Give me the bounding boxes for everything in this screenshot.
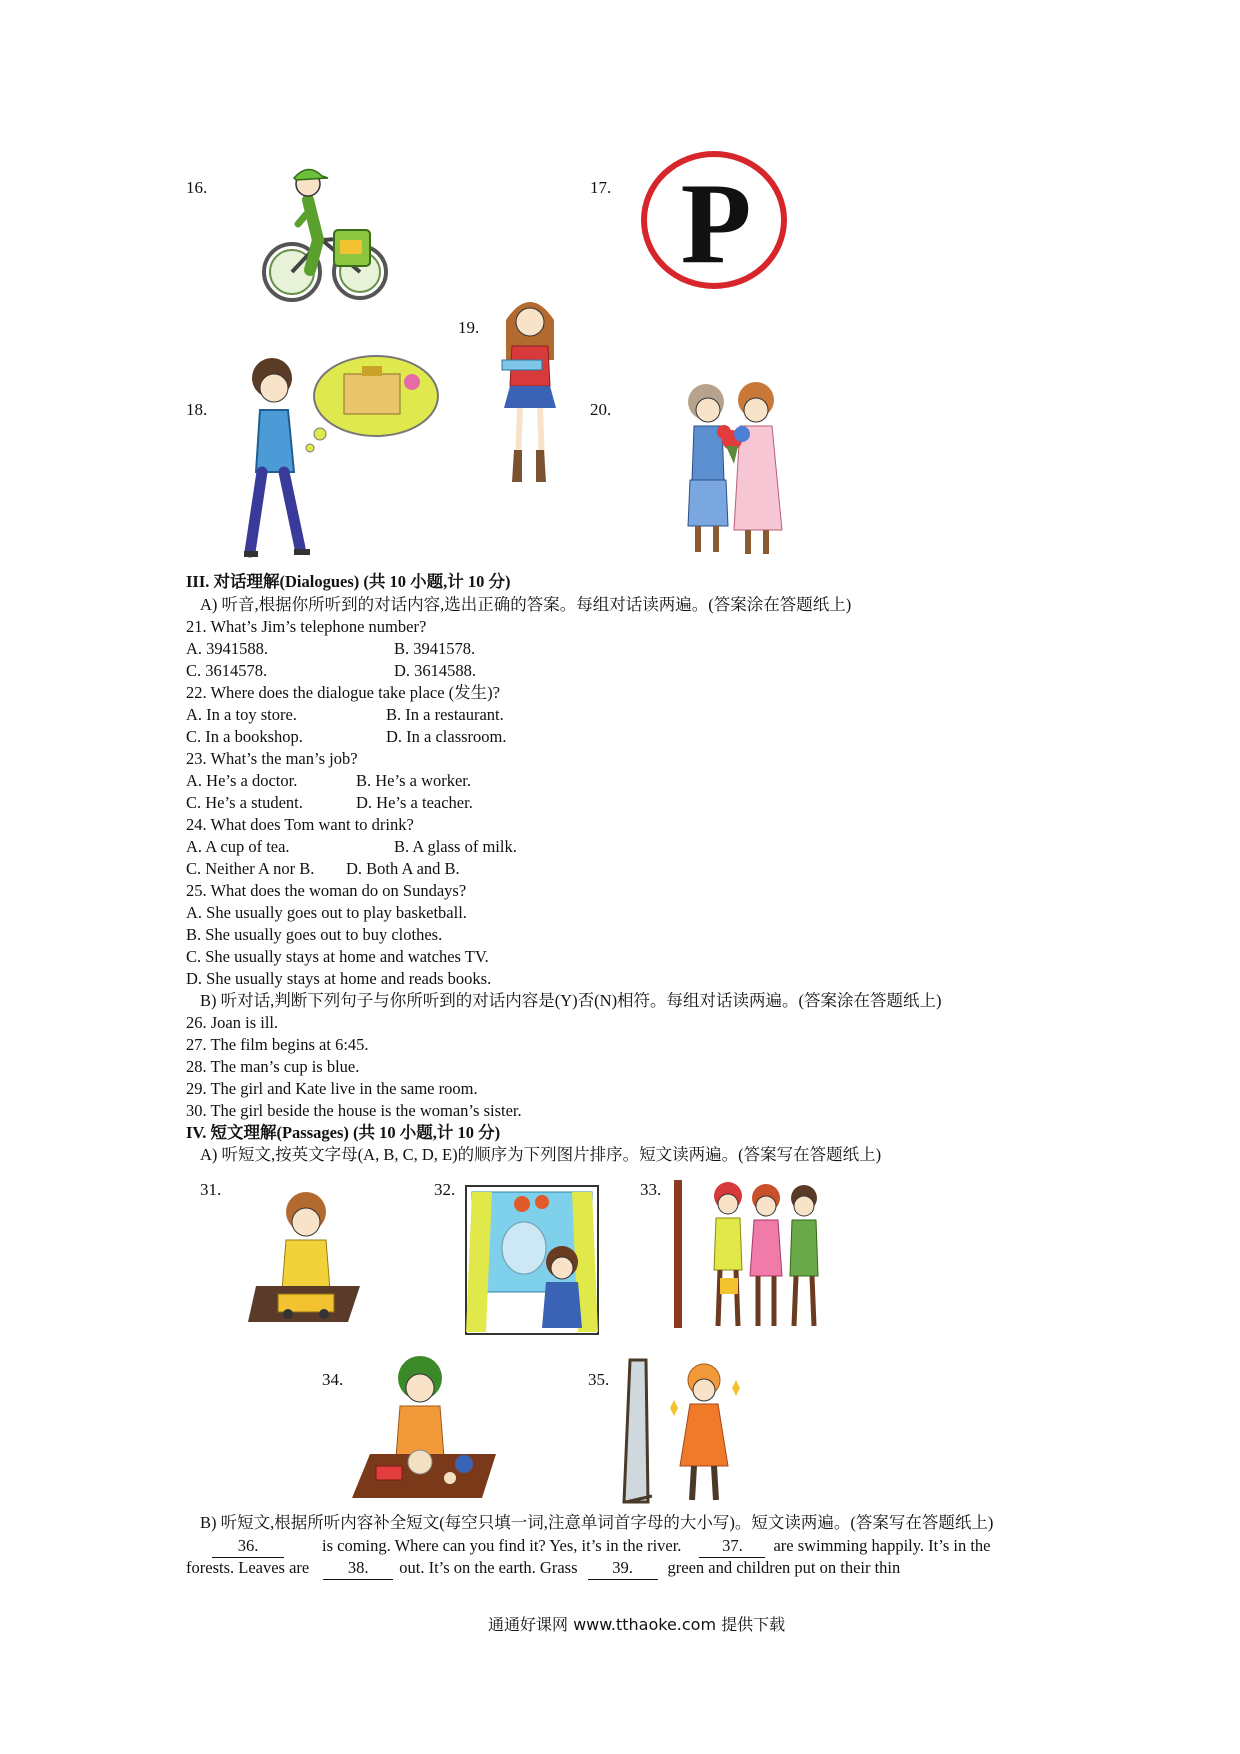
passage-line-2 — [186, 1557, 900, 1580]
q23-option-d: D. He’s a teacher. — [356, 793, 473, 812]
blank-39: 39. — [588, 1557, 658, 1580]
q21-option-d: D. 3614588. — [394, 661, 477, 680]
label-q35: 35. — [588, 1370, 610, 1389]
passage-text-5: green and children put on their thin — [667, 1558, 901, 1577]
q25-option-c: C. She usually stays at home and watches TV. — [186, 947, 489, 966]
page-footer: 通通好课网 www.tthaoke.com 提供下载 — [488, 1615, 786, 1634]
statement-27: 27. The film begins at 6:45. — [186, 1035, 369, 1054]
q25-option-a: A. She usually goes out to play basketball. — [186, 903, 467, 922]
girl-with-gift — [492, 290, 568, 490]
three-kids-illustration — [672, 1180, 832, 1330]
label-q19: 19. — [458, 318, 480, 337]
q23-option-a: A. He’s a doctor. — [186, 771, 298, 790]
girls-with-flowers — [678, 380, 788, 562]
passage-line-1 — [186, 1535, 991, 1558]
girl-cooking-illustration — [346, 1354, 496, 1500]
q21-option-b: B. 3941578. — [394, 639, 476, 658]
statement-28: 28. The man’s cup is blue. — [186, 1057, 360, 1076]
section4-part-a-instruction: A) 听短文,按英文字母(A, B, C, D, E)的顺序为下列图片排序。短文读两遍。(答案写在答题纸上) — [200, 1145, 882, 1164]
boy-playing-toy-illustration — [248, 1190, 364, 1326]
passage-text-2: are swimming happily. It’s in the — [773, 1536, 991, 1555]
q25-option-d: D. She usually stays at home and reads books. — [186, 969, 492, 988]
q22-option-d: D. In a classroom. — [386, 727, 507, 746]
section3-title: III. 对话理解(Dialogues) (共 10 小题,计 10 分) — [186, 572, 511, 591]
statement-26: 26. Joan is ill. — [186, 1013, 279, 1032]
q23-option-b: B. He’s a worker. — [356, 771, 472, 790]
label-q17: 17. — [590, 178, 612, 197]
question-24: 24. What does Tom want to drink? — [186, 815, 414, 834]
blank-37: 37. — [699, 1535, 765, 1558]
section3-part-a-instruction: A) 听音,根据你所听到的对话内容,选出正确的答案。每组对话读两遍。(答案涂在答题纸上) — [200, 595, 852, 614]
passage-text-4: out. It’s on the earth. Grass — [399, 1558, 578, 1577]
section4-title: IV. 短文理解(Passages) (共 10 小题,计 10 分) — [186, 1123, 501, 1142]
label-q18: 18. — [186, 400, 208, 419]
q23-option-c: C. He’s a student. — [186, 793, 303, 812]
q22-option-b: B. In a restaurant. — [386, 705, 504, 724]
statement-30: 30. The girl beside the house is the woman’s sister. — [186, 1101, 522, 1120]
label-q32: 32. — [434, 1180, 456, 1199]
question-21: 21. What’s Jim’s telephone number? — [186, 617, 427, 636]
q21-option-a: A. 3941588. — [186, 639, 269, 658]
cyclist-illustration — [262, 160, 392, 305]
question-22: 22. Where does the dialogue take place (发生)? — [186, 683, 500, 702]
label-q16: 16. — [186, 178, 208, 197]
label-q20: 20. — [590, 400, 612, 419]
label-q34: 34. — [322, 1370, 344, 1389]
q21-option-c: C. 3614578. — [186, 661, 268, 680]
statement-29: 29. The girl and Kate live in the same room. — [186, 1079, 478, 1098]
blank-38: 38. — [323, 1557, 393, 1580]
parking-sign-letter: P — [680, 160, 752, 288]
section4-part-b-instruction: B) 听短文,根据所听内容补全短文(每空只填一词,注意单词首字母的大小写)。短文读两遍。(答案写在答题纸上) — [200, 1513, 994, 1532]
boy-thinking-school — [244, 352, 444, 562]
q24-option-b: B. A glass of milk. — [394, 837, 517, 856]
question-23: 23. What’s the man’s job? — [186, 749, 358, 768]
girl-by-mirror-illustration — [618, 1356, 742, 1506]
passage-text-1: is coming. Where can you find it? Yes, it’s in the river. — [322, 1536, 682, 1555]
q24-option-a: A. A cup of tea. — [186, 837, 290, 856]
blank-36: 36. — [212, 1535, 284, 1558]
passage-text-3: forests. Leaves are — [186, 1558, 310, 1577]
section3-part-b-instruction: B) 听对话,判断下列句子与你所听到的对话内容是(Y)否(N)相符。每组对话读两遍。(答案涂在答题纸上) — [200, 991, 942, 1010]
label-q31: 31. — [200, 1180, 222, 1199]
q25-option-b: B. She usually goes out to buy clothes. — [186, 925, 443, 944]
label-q33: 33. — [640, 1180, 662, 1199]
question-25: 25. What does the woman do on Sundays? — [186, 881, 467, 900]
q24-option-d: D. Both A and B. — [346, 859, 460, 878]
boy-at-window-illustration — [462, 1182, 602, 1338]
q22-option-a: A. In a toy store. — [186, 705, 297, 724]
parking-sign — [640, 150, 788, 290]
q22-option-c: C. In a bookshop. — [186, 727, 303, 746]
q24-option-c: C. Neither A nor B. — [186, 859, 315, 878]
